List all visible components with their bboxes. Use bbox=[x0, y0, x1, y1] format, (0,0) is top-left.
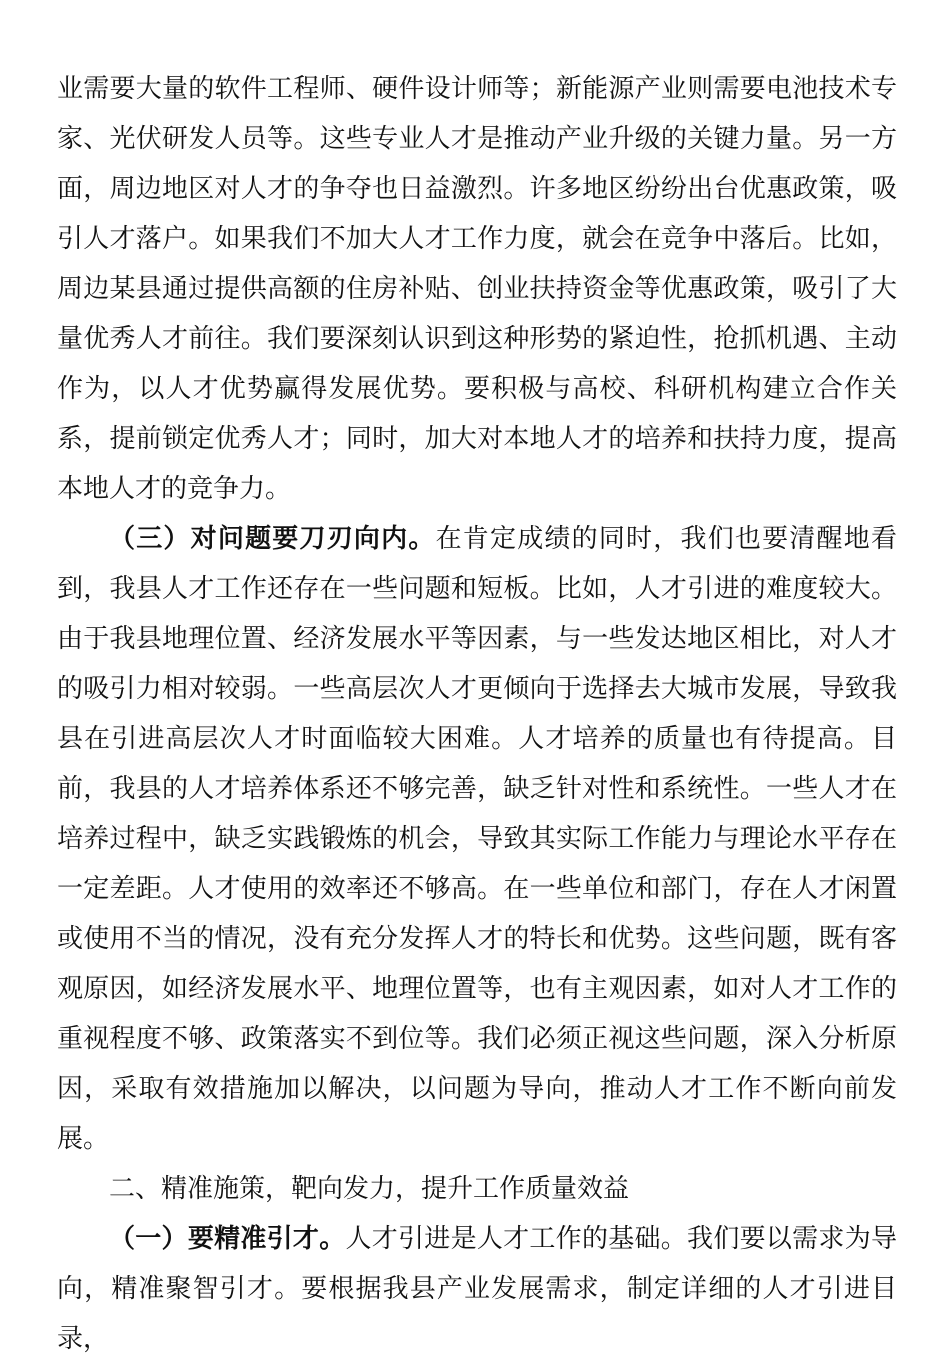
paragraph-problems-heading: （三）对问题要刀刃向内。 bbox=[109, 524, 436, 554]
paragraph-problems bbox=[57, 514, 897, 1164]
section-heading: 二、精准施策，靶向发力，提升工作质量效益 bbox=[109, 1174, 630, 1204]
paragraph-talent-introduction-body: 人才引进是人才工作的基础。我们要以需求为导向，精准聚智引才。要根据我县产业发展需求，制定详细的人才引进目录， bbox=[57, 1224, 897, 1354]
paragraph-continuation: 业需要大量的软件工程师、硬件设计师等；新能源产业则需要电池技术专家、光伏研发人员等。这些专业人才是推动产业升级的关键力量。另一方面，周边地区对人才的争夺也日益激烈。许多地区纷纷出台优惠政策，吸引人才落户。如果我们不加大人才工作力度，就会在竞争中落后。比如，周边某县通过提供高额的住房补贴、创业扶持资金等优惠政策，吸引了大量优秀人才前往。我们要深刻认识到这种形势的紧迫性，抢抓机遇、主动作为，以人才优势赢得发展优势。要积极与高校、科研机构建立合作关系，提前锁定优秀人才；同时，加大对本地人才的培养和扶持力度，提高本地人才的竞争力。 bbox=[57, 74, 897, 504]
paragraph-talent-introduction bbox=[57, 1214, 897, 1364]
document-body bbox=[57, 64, 897, 1364]
paragraph-talent-introduction-heading: （一）要精准引才。 bbox=[109, 1224, 346, 1254]
paragraph-problems-body: 在肯定成绩的同时，我们也要清醒地看到，我县人才工作还存在一些问题和短板。比如，人才引进的难度较大。由于我县地理位置、经济发展水平等因素，与一些发达地区相比，对人才的吸引力相对较弱。一些高层次人才更倾向于选择去大城市发展，导致我县在引进高层次人才时面临较大困难。人才培养的质量也有待提高。目前，我县的人才培养体系还不够完善，缺乏针对性和系统性。一些人才在培养过程中，缺乏实践锻炼的机会，导致其实际工作能力与理论水平存在一定差距。人才使用的效率还不够高。在一些单位和部门，存在人才闲置或使用不当的情况，没有充分发挥人才的特长和优势。这些问题，既有客观原因，如经济发展水平、地理位置等，也有主观因素，如对人才工作的重视程度不够、政策落实不到位等。我们必须正视这些问题，深入分析原因，采取有效措施加以解决，以问题为导向，推动人才工作不断向前发展。 bbox=[57, 524, 897, 1154]
